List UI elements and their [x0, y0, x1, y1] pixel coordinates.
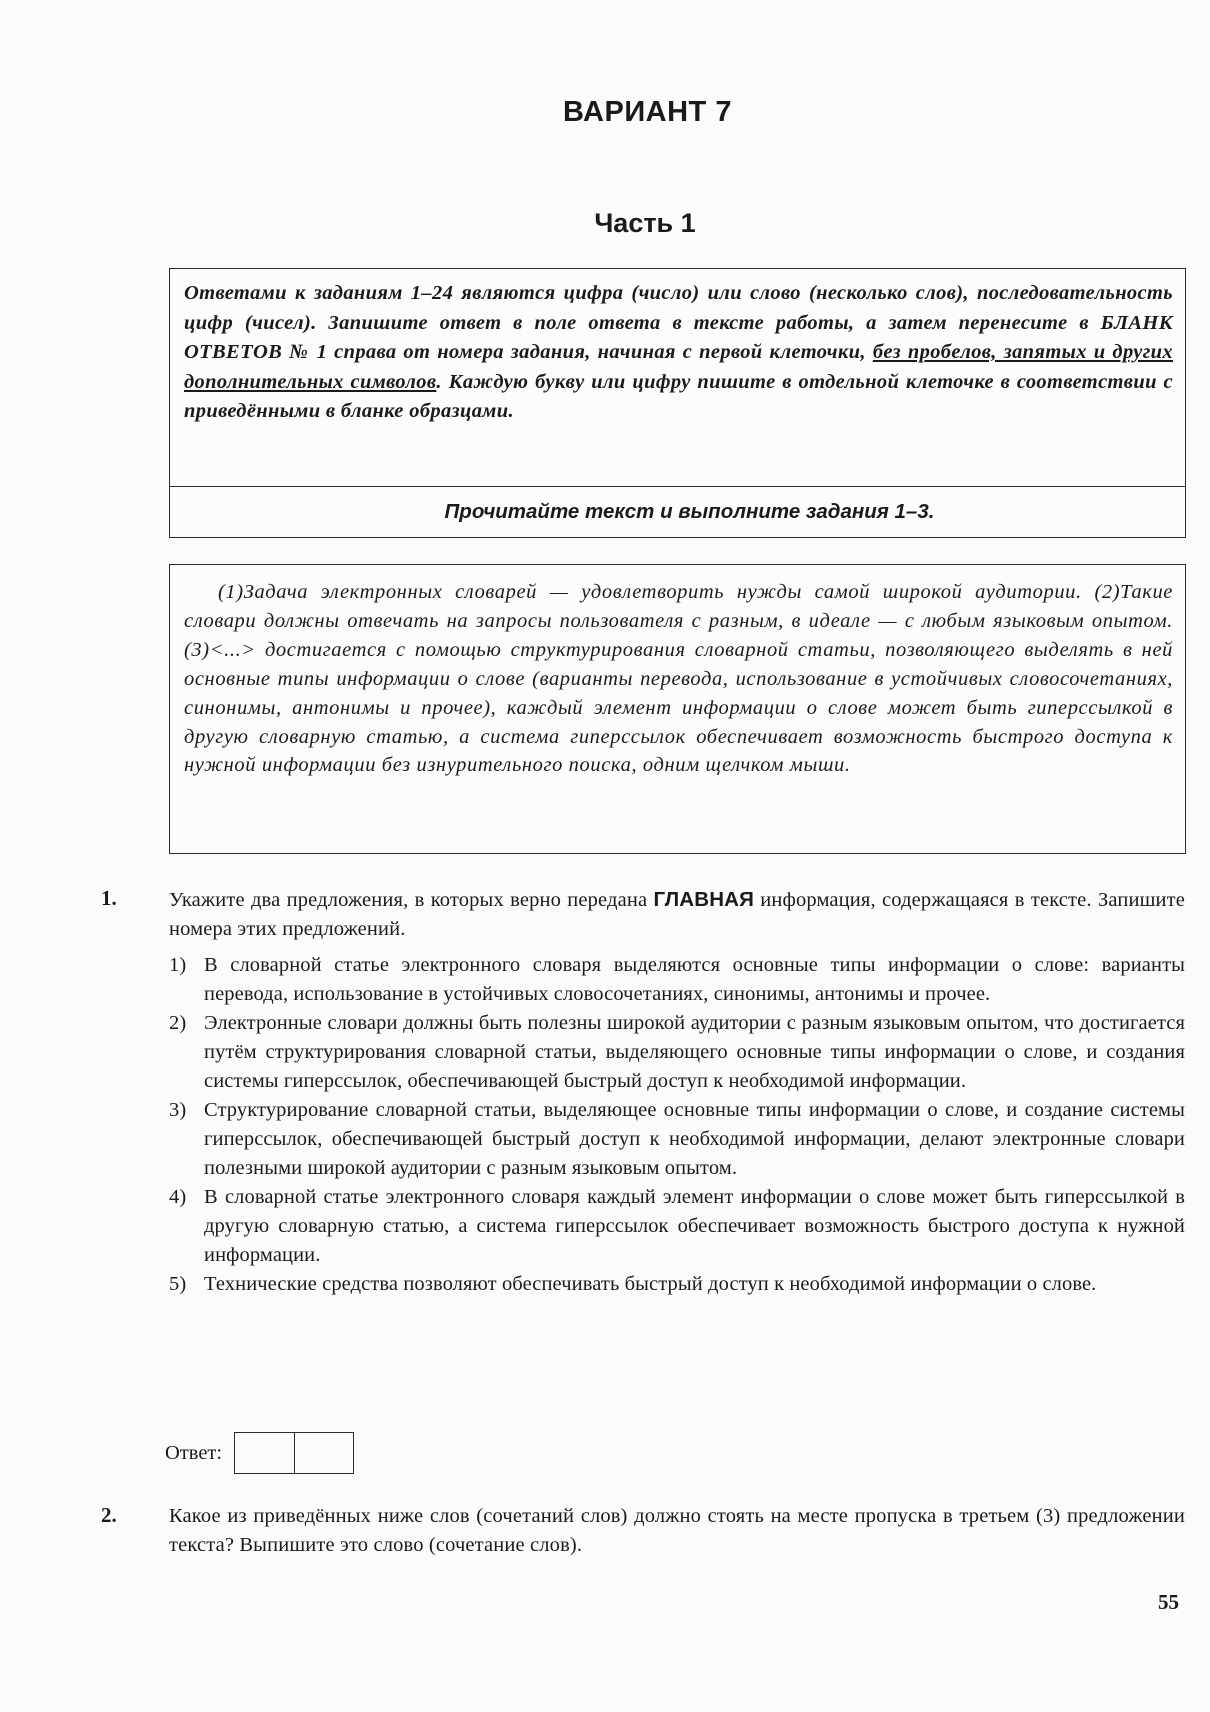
option-2-text: Электронные словари должны быть полезны широкой аудитории с разным языковым опытом, что достигается путём структурирования словарной статьи, выделяющего основные типы информации о слове, и создания системы гиперссылок, обеспечивающей быстрый доступ к необходимой информации. [204, 1012, 1185, 1092]
answer-field[interactable] [234, 1432, 354, 1474]
answer-cell[interactable] [235, 1433, 294, 1473]
option-5 [169, 1270, 1185, 1299]
task-2-question: Какое из приведённых ниже слов (сочетаний слов) должно стоять на месте пропуска в третьем (3) предложении текста? Выпишите это слово (сочетание слов). [169, 1505, 1185, 1556]
source-text-box [169, 564, 1186, 854]
instructions-part-1: Ответами к заданиям 1–24 являются цифра (число) или слово (несколько слов), последовательность цифр (чисел). Запишите ответ в поле ответа в тексте работы, а затем перенесите в БЛАНК ОТВЕТОВ № 1 справа от номера задания, начиная с первой клеточки, [184, 282, 1173, 363]
option-5-number: 5) [169, 1273, 187, 1295]
task-1-question-bold: ГЛАВНАЯ [653, 888, 755, 911]
instructions-box [169, 268, 1186, 488]
read-prompt-box [169, 486, 1186, 538]
task-1-question-post: информация, содержащаяся в тексте. Запишите номера этих предложений. [169, 889, 1185, 940]
option-3-text: Структурирование словарной статьи, выделяющее основные типы информации о слове, и создание системы гиперссылок, обеспечивающей быстрый доступ к необходимой информации, делают электронные словари полезными широкой аудитории с разным языковым опытом. [204, 1099, 1185, 1179]
task-1-question-pre: Укажите два предложения, в которых верно передана [169, 889, 654, 911]
answer-cell[interactable] [294, 1433, 353, 1473]
task-2-number: 2. [101, 1503, 117, 1527]
answer-label: Ответ: [165, 1441, 223, 1464]
source-text: (1)Задача электронных словарей — удовлетворить нужды самой широкой аудитории. (2)Такие словари должны отвечать на запросы пользователя с разным, в идеале — с любым языковым опытом. (3)<...> достигается с помощью структурирования словарной статьи, позволяющего выделять в ней основные типы информации о слове (варианты перевода, использование в устойчивых словосочетаниях, синонимы, антонимы и прочее), каждый элемент информации о слове может быть гиперссылкой в другую словарную статью, а система гиперссылок обеспечивает возможность быстрого доступа к нужной информации без изнурительного поиска, одним щелчком мыши. [184, 581, 1173, 777]
task-1-question [169, 885, 1185, 944]
variant-title: ВАРИАНТ 7 [563, 96, 732, 128]
option-4 [169, 1183, 1185, 1270]
part-title: Часть 1 [594, 208, 696, 238]
answer-row [165, 1432, 354, 1474]
read-prompt: Прочитайте текст и выполните задания 1–3. [444, 500, 935, 523]
option-3-number: 3) [169, 1099, 187, 1121]
instructions-part-2: . Каждую букву или цифру пишите в отдельной клеточке в соответствии с приведёнными в бланке образцами. [184, 370, 1173, 422]
task-1-options [169, 951, 1185, 1299]
option-1 [169, 951, 1185, 1009]
option-2 [169, 1009, 1185, 1096]
option-4-text: В словарной статье электронного словаря каждый элемент информации о слове может быть гиперссылкой в другую словарную статью, а система гиперссылок обеспечивает возможность быстрого доступа к нужной информации. [204, 1186, 1185, 1266]
task-1-number: 1. [101, 886, 117, 910]
option-1-text: В словарной статье электронного словаря выделяются основные типы информации о слове: варианты перевода, использование в устойчивых словосочетаниях, синонимы, антонимы и прочее. [204, 954, 1185, 1005]
instructions-text [184, 279, 1173, 427]
option-2-number: 2) [169, 1012, 187, 1034]
option-1-number: 1) [169, 954, 187, 976]
page-number: 55 [1158, 1590, 1179, 1614]
option-5-text: Технические средства позволяют обеспечивать быстрый доступ к необходимой информации о слове. [204, 1273, 1097, 1295]
option-4-number: 4) [169, 1186, 187, 1208]
instructions-underlined: без пробелов, запятых и других дополнительных символов [184, 341, 1173, 393]
option-3 [169, 1096, 1185, 1183]
